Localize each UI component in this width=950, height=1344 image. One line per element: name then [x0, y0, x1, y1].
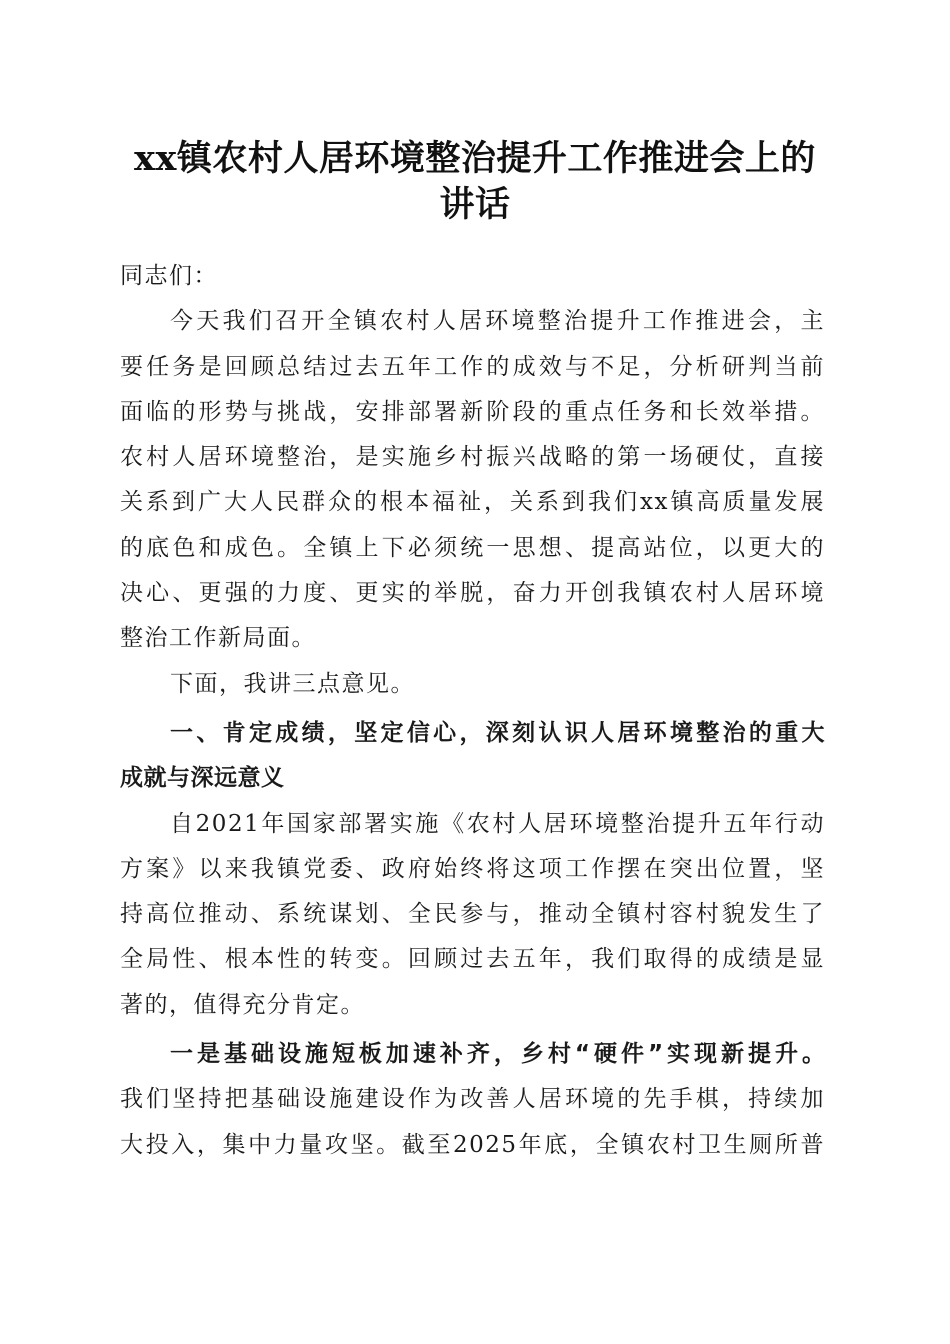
- point-lead-line: 一是基础设施短板加速补齐，乡村“硬件”实现新提升。: [170, 1041, 825, 1068]
- paragraph-line: 的底色和成色。全镇上下必须统一思想、提高站位，以更大的: [120, 534, 825, 561]
- paragraph-line: 面临的形势与挑战，安排部署新阶段的重点任务和长效举措。: [120, 398, 825, 425]
- paragraph-line: 要任务是回顾总结过去五年工作的成效与不足，分析研判当前: [120, 353, 825, 380]
- title-line-2: 讲话: [439, 184, 511, 225]
- paragraph-line: 持高位推动、系统谋划、全民参与，推动全镇村容村貌发生了: [120, 901, 825, 928]
- paragraph-line: 自2021年国家部署实施《农村人居环境整治提升五年行动: [170, 810, 825, 837]
- transition-paragraph: 下面，我讲三点意见。: [170, 670, 415, 697]
- paragraph-line: 决心、更强的力度、更实的举脱，奋力开创我镇农村人居环境: [120, 580, 825, 607]
- heading-line: 一、肯定成绩，坚定信心，深刻认识人居环境整治的重大: [170, 719, 825, 746]
- section-paragraph: [120, 802, 825, 1028]
- paragraph-line: 全局性、根本性的转变。回顾过去五年，我们取得的成绩是显: [120, 946, 825, 973]
- point-paragraph: [120, 1032, 825, 1168]
- heading-line: 成就与深远意义: [120, 765, 285, 792]
- paragraph-line: 农村人居环境整治，是实施乡村振兴战略的第一场硬仗，直接: [120, 444, 825, 471]
- section-heading: [120, 711, 825, 802]
- paragraph-line: 著的，值得充分肯定。: [120, 991, 365, 1018]
- paragraph-line: 整治工作新局面。: [120, 625, 316, 652]
- intro-paragraph: [120, 299, 825, 661]
- paragraph-line: 大投入，集中力量攻坚。截至2025年底，全镇农村卫生厕所普: [120, 1131, 825, 1158]
- document-body: [120, 254, 825, 1168]
- paragraph-line: 我们坚持把基础设施建设作为改善人居环境的先手棋，持续加: [120, 1086, 825, 1113]
- paragraph-line: 方案》以来我镇党委、政府始终将这项工作摆在突出位置，坚: [120, 855, 825, 882]
- title-line-1: xx镇农村人居环境整治提升工作推进会上的: [134, 138, 816, 179]
- document-title: [100, 136, 850, 228]
- paragraph-line: 今天我们召开全镇农村人居环境整治提升工作推进会，主: [170, 308, 825, 335]
- paragraph-line: 关系到广大人民群众的根本福祉，关系到我们xx镇高质量发展: [120, 489, 825, 516]
- salutation: 同志们：: [120, 263, 218, 289]
